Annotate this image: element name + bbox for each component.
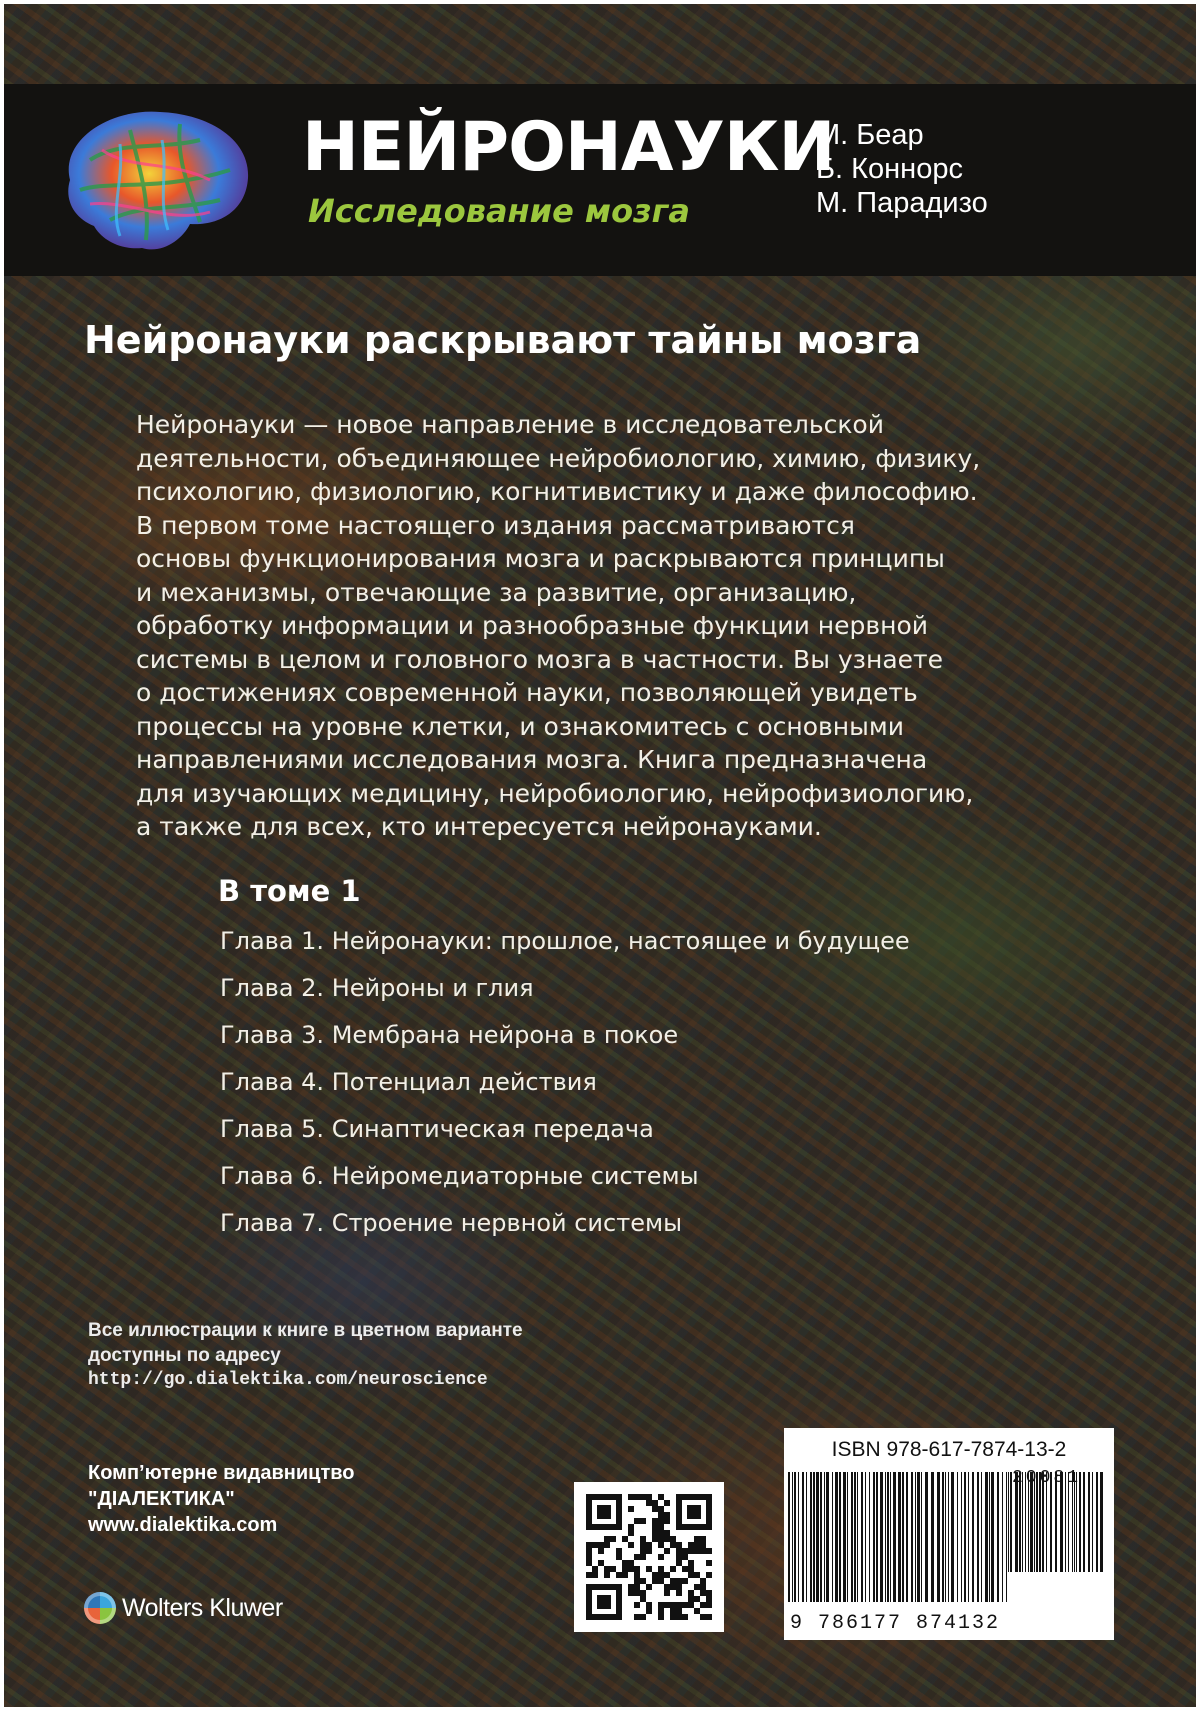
barcode-bar: [1083, 1472, 1085, 1572]
qr-module: [700, 1602, 706, 1608]
publisher-line: Комп’ютерне видавництво: [88, 1462, 355, 1484]
qr-module: [700, 1548, 706, 1554]
qr-module: [670, 1536, 676, 1542]
headline: Нейронауки раскрывают тайны мозга: [84, 318, 922, 362]
qr-module: [658, 1536, 664, 1542]
qr-module: [634, 1554, 640, 1560]
qr-module: [706, 1560, 712, 1566]
barcode-bar: [843, 1472, 846, 1602]
qr-module: [664, 1500, 670, 1506]
barcode-bar: [902, 1472, 904, 1602]
description-line: В первом томе настоящего издания рассматриваются: [136, 510, 855, 540]
barcode-bar: [906, 1472, 908, 1602]
qr-module: [658, 1506, 664, 1512]
qr-module: [652, 1572, 658, 1578]
qr-module: [610, 1536, 616, 1542]
barcode-bar: [915, 1472, 916, 1602]
qr-module: [640, 1518, 646, 1524]
barcode-bar: [957, 1472, 958, 1602]
qr-module: [622, 1566, 628, 1572]
qr-module: [682, 1614, 688, 1620]
qr-module: [700, 1614, 706, 1620]
chapter-item: Глава 5. Синаптическая передача: [220, 1115, 654, 1143]
barcode-bar: [847, 1472, 848, 1602]
barcode-bar: [806, 1472, 807, 1602]
qr-module: [682, 1554, 688, 1560]
barcode-bar: [887, 1472, 889, 1602]
description: [136, 408, 1126, 844]
qr-module: [640, 1542, 646, 1548]
book-subtitle: Исследование мозга: [308, 192, 690, 230]
qr-module: [688, 1542, 694, 1548]
description-line: обработку информации и разнообразные функции нервной: [136, 611, 929, 640]
chapter-item: Глава 2. Нейроны и глия: [220, 974, 534, 1002]
qr-module: [652, 1500, 658, 1506]
wolters-kluwer-brand: [84, 1592, 283, 1624]
barcode-bar: [961, 1472, 962, 1602]
qr-module: [658, 1494, 664, 1500]
qr-module: [706, 1572, 712, 1578]
qr-code-icon[interactable]: [574, 1482, 724, 1632]
illustrations-line: Все иллюстрации к книге в цветном варианте: [88, 1320, 523, 1341]
qr-module: [664, 1512, 670, 1518]
qr-module: [634, 1518, 640, 1524]
barcode-bar: [869, 1472, 870, 1602]
author: М. Беар: [816, 119, 924, 151]
publisher-name: "ДІАЛЕКТИКА": [88, 1488, 235, 1510]
barcode-bar: [1088, 1472, 1090, 1572]
barcode-bar: [985, 1472, 988, 1602]
qr-module: [592, 1566, 598, 1572]
publisher-website[interactable]: www.dialektika.com: [88, 1514, 278, 1536]
barcode-bar: [854, 1472, 856, 1602]
barcode-bar: [945, 1472, 946, 1602]
barcode-bar: [937, 1472, 940, 1602]
qr-module: [670, 1566, 676, 1572]
qr-module: [664, 1602, 670, 1608]
qr-module: [682, 1566, 688, 1572]
qr-module: [628, 1524, 634, 1530]
qr-module: [604, 1572, 610, 1578]
barcode-bar: [1100, 1472, 1103, 1572]
qr-module: [706, 1596, 712, 1602]
wolters-kluwer-logo-icon: [84, 1592, 116, 1624]
qr-module: [616, 1548, 622, 1554]
barcode-bar: [788, 1472, 790, 1602]
qr-module: [688, 1602, 694, 1608]
qr-module: [646, 1608, 652, 1614]
barcode-bar: [1096, 1472, 1098, 1572]
barcode-bar: [885, 1472, 886, 1602]
barcode-bar: [851, 1472, 853, 1602]
qr-module: [658, 1542, 664, 1548]
illustrations-note: [88, 1318, 523, 1393]
description-line: процессы на уровне клетки, и ознакомитесь с основными: [136, 711, 904, 741]
qr-module: [700, 1584, 706, 1590]
qr-module: [700, 1590, 706, 1596]
qr-module: [616, 1554, 622, 1560]
qr-module: [688, 1590, 694, 1596]
description-line: системы в целом и головного мозга в частности. Вы узнаете: [136, 644, 943, 674]
qr-module: [670, 1608, 676, 1614]
qr-module: [586, 1548, 592, 1554]
qr-module: [616, 1572, 622, 1578]
description-line: деятельности, объединяющее нейробиологию, химию, физику,: [136, 443, 981, 473]
barcode-bar: [1008, 1472, 1009, 1572]
qr-module: [646, 1494, 652, 1500]
barcode-bar: [816, 1472, 819, 1602]
barcode-bar: [917, 1472, 920, 1602]
qr-module: [688, 1566, 694, 1572]
qr-module: [664, 1536, 670, 1542]
qr-module: [646, 1542, 652, 1548]
qr-module: [700, 1542, 706, 1548]
barcode-bar: [832, 1472, 833, 1602]
qr-module: [676, 1590, 682, 1596]
qr-module: [640, 1536, 646, 1542]
qr-module: [628, 1560, 634, 1566]
qr-module: [658, 1608, 664, 1614]
barcode-bar: [1092, 1472, 1093, 1572]
description-line: направлениями исследования мозга. Книга предназначена: [136, 745, 928, 774]
qr-module: [682, 1578, 688, 1584]
qr-module: [634, 1590, 640, 1596]
qr-module: [658, 1524, 664, 1530]
qr-module: [688, 1572, 694, 1578]
barcode-bar: [942, 1472, 944, 1602]
volume-title: В томе 1: [218, 874, 361, 908]
qr-module: [634, 1614, 640, 1620]
barcode-bar: [810, 1472, 812, 1602]
barcode-bar: [820, 1472, 822, 1602]
author: Б. Коннорс: [816, 153, 963, 185]
qr-module: [640, 1554, 646, 1560]
qr-module: [640, 1548, 646, 1554]
barcode-bar: [898, 1472, 901, 1602]
description-line: а также для всех, кто интересуется нейронауками.: [136, 812, 822, 841]
illustrations-url[interactable]: http://go.dialektika.com/neuroscience: [88, 1370, 488, 1390]
qr-module: [604, 1542, 610, 1548]
qr-module: [670, 1578, 676, 1584]
qr-module: [664, 1548, 670, 1554]
qr-module: [628, 1590, 634, 1596]
isbn-barcode: [784, 1428, 1114, 1640]
qr-module: [670, 1602, 676, 1608]
qr-module: [658, 1512, 664, 1518]
qr-module: [628, 1494, 634, 1500]
qr-module: [652, 1530, 658, 1536]
barcode-bar: [981, 1472, 982, 1602]
qr-module: [682, 1602, 688, 1608]
barcode-bar: [972, 1472, 974, 1602]
qr-module: [628, 1506, 634, 1512]
description-line: психологию, физиологию, когнитивистику и даже философию.: [136, 477, 978, 506]
qr-module: [598, 1548, 604, 1554]
barcode-bar: [792, 1472, 793, 1602]
barcode-bar: [991, 1472, 994, 1602]
qr-module: [586, 1542, 592, 1548]
qr-module: [598, 1542, 604, 1548]
qr-module: [676, 1602, 682, 1608]
barcode-bar: [873, 1472, 875, 1602]
description-line: Нейронауки — новое направление в исследовательской: [136, 410, 884, 439]
barcode-bar: [890, 1472, 891, 1602]
author-list: [816, 118, 988, 220]
qr-module: [688, 1560, 694, 1566]
qr-module: [676, 1548, 682, 1554]
brain-scan-icon: [50, 100, 262, 260]
chapter-item: Глава 1. Нейронауки: прошлое, настоящее и будущее: [220, 927, 910, 955]
qr-module: [676, 1614, 682, 1620]
barcode-bar: [893, 1472, 896, 1602]
description-line: о достижениях современной науки, позволяющей увидеть: [136, 678, 918, 707]
qr-module: [634, 1494, 640, 1500]
barcode-bar: [798, 1472, 799, 1602]
qr-module: [592, 1572, 598, 1578]
qr-module: [664, 1530, 670, 1536]
chapter-item: Глава 6. Нейромедиаторные системы: [220, 1162, 699, 1190]
qr-module: [706, 1548, 712, 1554]
qr-module: [694, 1596, 700, 1602]
qr-module: [634, 1572, 640, 1578]
qr-module: [694, 1548, 700, 1554]
qr-module: [598, 1560, 604, 1566]
qr-module: [622, 1536, 628, 1542]
barcode-bars: [784, 1472, 1114, 1612]
qr-module: [586, 1554, 592, 1560]
qr-module: [646, 1566, 652, 1572]
barcode-bar: [826, 1472, 829, 1602]
description-line: основы функционирования мозга и раскрываются принципы: [136, 544, 945, 573]
qr-module: [682, 1548, 688, 1554]
qr-module: [634, 1602, 640, 1608]
qr-module: [586, 1560, 592, 1566]
barcode-bar: [865, 1472, 866, 1602]
qr-module: [694, 1536, 700, 1542]
qr-module: [640, 1494, 646, 1500]
qr-module: [670, 1614, 676, 1620]
qr-module: [700, 1578, 706, 1584]
qr-module: [676, 1608, 682, 1614]
publisher-info: [88, 1460, 354, 1538]
qr-module: [676, 1578, 682, 1584]
qr-module: [622, 1572, 628, 1578]
barcode-bar: [876, 1472, 878, 1602]
qr-module: [688, 1548, 694, 1554]
barcode-bar: [968, 1472, 969, 1602]
barcode-bar: [861, 1472, 863, 1602]
description-line: для изучающих медицину, нейробиологию, нейрофизиологию,: [136, 778, 974, 808]
qr-module: [658, 1614, 664, 1620]
qr-module: [700, 1536, 706, 1542]
qr-module: [676, 1560, 682, 1566]
qr-module: [664, 1572, 670, 1578]
qr-module: [658, 1566, 664, 1572]
qr-module: [670, 1584, 676, 1590]
qr-module: [634, 1578, 640, 1584]
barcode-addon: 20081: [1012, 1468, 1082, 1488]
qr-module: [640, 1590, 646, 1596]
qr-module: [664, 1518, 670, 1524]
barcode-bar: [977, 1472, 979, 1602]
qr-module: [628, 1530, 634, 1536]
book-title: НЕЙРОНАУКИ: [302, 108, 835, 187]
qr-module: [658, 1518, 664, 1524]
qr-module: [646, 1584, 652, 1590]
qr-module: [640, 1614, 646, 1620]
qr-module: [694, 1584, 700, 1590]
qr-module: [646, 1500, 652, 1506]
barcode-bar: [857, 1472, 858, 1602]
illustrations-line: доступны по адресу: [88, 1345, 281, 1366]
barcode-bar: [880, 1472, 883, 1602]
qr-module: [676, 1542, 682, 1548]
qr-module: [658, 1530, 664, 1536]
qr-module: [634, 1566, 640, 1572]
qr-module: [628, 1584, 634, 1590]
qr-module: [706, 1614, 712, 1620]
barcode-bar: [794, 1472, 796, 1602]
qr-module: [664, 1590, 670, 1596]
qr-module: [622, 1560, 628, 1566]
chapter-list: [220, 926, 910, 1255]
barcode-bar: [824, 1472, 825, 1602]
barcode-bar: [951, 1472, 954, 1602]
barcode-bar: [813, 1472, 815, 1602]
wolters-kluwer-name: Wolters Kluwer: [122, 1593, 283, 1622]
barcode-bar: [931, 1472, 934, 1602]
qr-module: [658, 1602, 664, 1608]
barcode-bar: [839, 1472, 841, 1602]
barcode-bar: [911, 1472, 913, 1602]
qr-module: [658, 1578, 664, 1584]
qr-module: [652, 1536, 658, 1542]
qr-module: [634, 1584, 640, 1590]
qr-module: [604, 1566, 610, 1572]
qr-module: [610, 1566, 616, 1572]
barcode-bar: [802, 1472, 804, 1602]
qr-module: [586, 1572, 592, 1578]
qr-module: [658, 1572, 664, 1578]
description-line: и механизмы, отвечающие за развитие, организацию,: [136, 577, 857, 607]
qr-module: [676, 1584, 682, 1590]
chapter-item: Глава 3. Мембрана нейрона в покое: [220, 1021, 679, 1049]
barcode-bar: [948, 1472, 949, 1602]
barcode-bar: [925, 1472, 928, 1602]
qr-module: [640, 1596, 646, 1602]
qr-module: [688, 1596, 694, 1602]
qr-module: [592, 1542, 598, 1548]
qr-module: [646, 1548, 652, 1554]
qr-module: [628, 1542, 634, 1548]
qr-module: [694, 1542, 700, 1548]
qr-module: [676, 1554, 682, 1560]
qr-module: [694, 1572, 700, 1578]
qr-module: [646, 1602, 652, 1608]
qr-module: [706, 1602, 712, 1608]
barcode-bar: [1002, 1472, 1003, 1602]
qr-module: [664, 1584, 670, 1590]
barcode-bar: [989, 1472, 990, 1602]
barcode-bar: [997, 1472, 999, 1602]
barcode-bar: [835, 1472, 838, 1602]
author: М. Парадизо: [816, 187, 988, 219]
isbn-number: ISBN 978-617-7874-13-2: [831, 1438, 1067, 1461]
qr-module: [694, 1608, 700, 1614]
barcode-digits: 9 786177 874132: [790, 1612, 1001, 1635]
qr-module: [604, 1536, 610, 1542]
qr-module: [640, 1578, 646, 1584]
chapter-item: Глава 4. Потенциал действия: [220, 1068, 597, 1096]
qr-module: [670, 1542, 676, 1548]
chapter-item: Глава 7. Строение нервной системы: [220, 1209, 683, 1237]
barcode-bar: [1006, 1472, 1007, 1602]
qr-module: [658, 1554, 664, 1560]
book-back-cover: [4, 4, 1196, 1707]
qr-module: [706, 1590, 712, 1596]
qr-module: [652, 1518, 658, 1524]
qr-module: [652, 1524, 658, 1530]
qr-module: [652, 1506, 658, 1512]
qr-module: [652, 1578, 658, 1584]
qr-module: [628, 1566, 634, 1572]
barcode-bar: [964, 1472, 966, 1602]
barcode-bar: [921, 1472, 922, 1602]
